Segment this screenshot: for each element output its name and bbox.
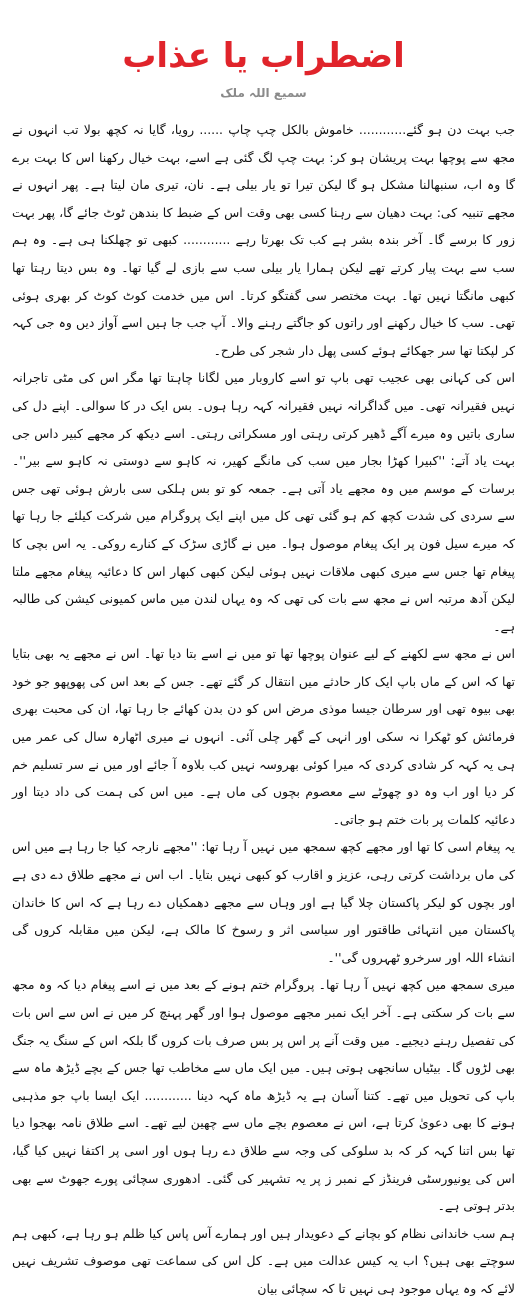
article-paragraph: اس کی کہانی بھی عجیب تھی باپ تو اسے کاروبار میں لگانا چاہتا تھا مگر اس کی مٹی تاجرانہ نہیں فقیرانہ تھی۔ میں گداگرانہ نہیں فقیرانہ کہہ رہا ہوں۔ بس ایک در کا سوالی۔ اپنے دل کی ساری باتیں وہ میرے آگے ڈھیر کرتی رہتی اور مسکراتی رہتی۔ اسے دیکھ کر مجھے کبیر داس جی بہت یاد آتے: ''کبیرا کھڑا بجار میں سب کی مانگے کھیر، نہ کاہو سے دوستی نہ کاہو سے بیر''۔ برسات کے موسم میں وہ مجھے یاد آتی ہے۔ جمعہ کو تو بس ہلکی سی بارش ہوئی تھی جس سے سردی کی شدت کچھ کم ہو گئی تھی کل میں اپنے ایک پروگرام میں شرکت کیلئے جا رہا تھا کہ میرے سیل فون پر ایک پیغام موصول ہوا۔ میں نے گاڑی سڑک کے کنارے روکی۔ یہ اس بچی کا پیغام تھا جس سے میری کبھی ملاقات نہیں ہوئی لیکن کبھی کبھار اس کا دعائیہ پیغام مجھے ملتا لیکن آدھ مرتبہ اس نے مجھ سے بات کی تھی کہ وہ یہاں لندن میں ماس کمیونی کیشن کی طالبہ ہے۔ [12, 370, 515, 634]
article-paragraph: میری سمجھ میں کچھ نہیں آ رہا تھا۔ پروگرام ختم ہونے کے بعد میں نے اسے پیغام دیا کہ وہ مجھ سے بات کر سکتی ہے۔ آخر ایک نمبر مجھے موصول ہوا اور گھر پہنچ کر میں نے اس سے اس بات کی تفصیل رہنے دیجیے۔ میں وقت آنے پر اس پر بس صرف بات کروں گا بلکہ اس کے سنگ یہ جنگ بھی لڑوں گا۔ بیٹیاں سانجھی ہوتی ہیں۔ میں ایک ماں سے مخاطب تھا جس کے بچے ڈیڑھ ماہ سے باپ کی تحویل میں تھے۔ کتنا آسان ہے یہ ڈیڑھ ماہ کہہ دینا ............ ایک ایسا باپ جو مذہبی ہونے کا بھی دعویٰ کرتا ہے، اس نے معصوم بچے ماں سے چھین لیے تھے۔ اسے طلاق نامہ بھجوا دیا تھا بس اتنا کہہ کر کہ بد سلوکی کی وجہ سے طلاق دے رہا ہوں اور اسی پر اکتفا نہیں کیا گیا، اس کی یونیورسٹی فرینڈز کے نمبر ز پر یہ تشہیر کی گئی۔ ادھوری سچائی پورے جھوٹ سے بھی بدتر ہوتی ہے۔ [12, 977, 515, 1214]
article-title: اضطراب یا عذاب [122, 36, 405, 76]
article-paragraph: ہم سب خاندانی نظام کو بچانے کے دعویدار ہیں اور ہمارے آس پاس کیا ظلم ہو رہا ہے، کبھی ہم سوچتے بھی ہیں؟ اب یہ کیس عدالت میں ہے۔ کل اس کی سماعت تھی موصوف تشریف نہیں لائے کہ وہ یہاں موجود ہی نہیں تا کہ سچائی بیان [12, 1225, 515, 1296]
author-byline: سمیع اللہ ملک [220, 86, 307, 100]
article-paragraph: یہ پیغام اسی کا تھا اور مجھے کچھ سمجھ میں نہیں آ رہا تھا: ''مجھے نارجہ کیا جا رہا ہے میں اس کی ماں برداشت کرتی رہی، عزیز و اقارب کو کبھی نہیں بتایا۔ اب اس نے مجھے طلاق دے دی ہے اور بچوں کو لیکر پاکستان چلا گیا ہے اور وہاں سے مجھے دھمکیاں دے رہا ہے کہ اس کا خاندان پاکستان میں انتہائی طاقتور اور سیاسی اثر و رسوخ کا مالک ہے، لیکن میں مقابلہ کروں گی انشاء اللہ اور سرخرو ٹھہروں گی''۔ [12, 839, 515, 965]
article-paragraph: جب بہت دن ہو گئے............ خاموش بالکل چپ چاپ ...... رویا، گایا نہ کچھ بولا تب انہوں نے مجھ سے پوچھا بہت پریشان ہو کر: بہت چپ لگ گئی ہے اسے، بہت خیال رکھنا اس کا بہت برے گا وہ اب، سنبھالنا مشکل ہو گا لیکن تیرا تو یار بیلی ہے۔ نان، تیری مان لیتا ہے۔ پھر انہوں نے مجھے تنبیہ کی: بہت دھیان سے رہنا کسی بھی وقت اس کے ضبط کا بندھن ٹوٹ جائے گا، پھر بہت زور کا برسے گا۔ آخر بندہ بشر ہے کب تک بھرتا رہے ............ کبھی تو چھلکنا ہی ہے۔ وہ ہم سب سے بہت پیار کرتے تھے لیکن ہمارا یار بیلی سب سے بازی لے گیا تھا۔ وہ بس دیتا رہتا تھا کبھی مانگتا نہیں تھا۔ بہت مختصر سی گفتگو کرتا۔ اس میں خدمت کوٹ کوٹ کر بھری ہوئی تھی۔ سب کا خیال رکھنے اور راتوں کو جاگتے رہنے والا۔ آپ جب جا ہیں اسے آواز دیں وہ جی کہہ کر لپکتا تھا سر جھکائے ہوئے کسی پھل دار شجر کی طرح۔ [12, 122, 515, 358]
article-paragraph: اس نے مجھ سے لکھنے کے لیے عنوان پوچھا تھا تو میں نے اسے بتا دیا تھا۔ اس نے مجھے یہ بھی بتایا تھا کہ اس کے ماں باپ ایک کار حادثے میں انتقال کر گئے تھے۔ جس کے بعد اس کی پھوپھو جو خود بھی بیوہ تھی اور سرطان جیسا موذی مرض اس کو دن بدن کھائے جا رہا تھا، ان کی محبت بھری فرمائش کو ٹھکرا نہ سکی اور انہی کے گھر چلی آئی۔ انہوں نے میری اٹھارہ سال کی عمر میں ہی یہ کہہ کر شادی کردی کہ میرا کوئی بھروسہ نہیں کب بلاوہ آ جائے اور میں نے سر تسلیم خم کر دیا اور اب وہ دو چھوٹے سے معصوم بچوں کی ماں ہے۔ میں اس کی ہمت کی داد دیتا اور دعائیہ کلمات پر بات ختم ہو جاتی۔ [12, 646, 515, 827]
article-body [12, 116, 515, 1303]
